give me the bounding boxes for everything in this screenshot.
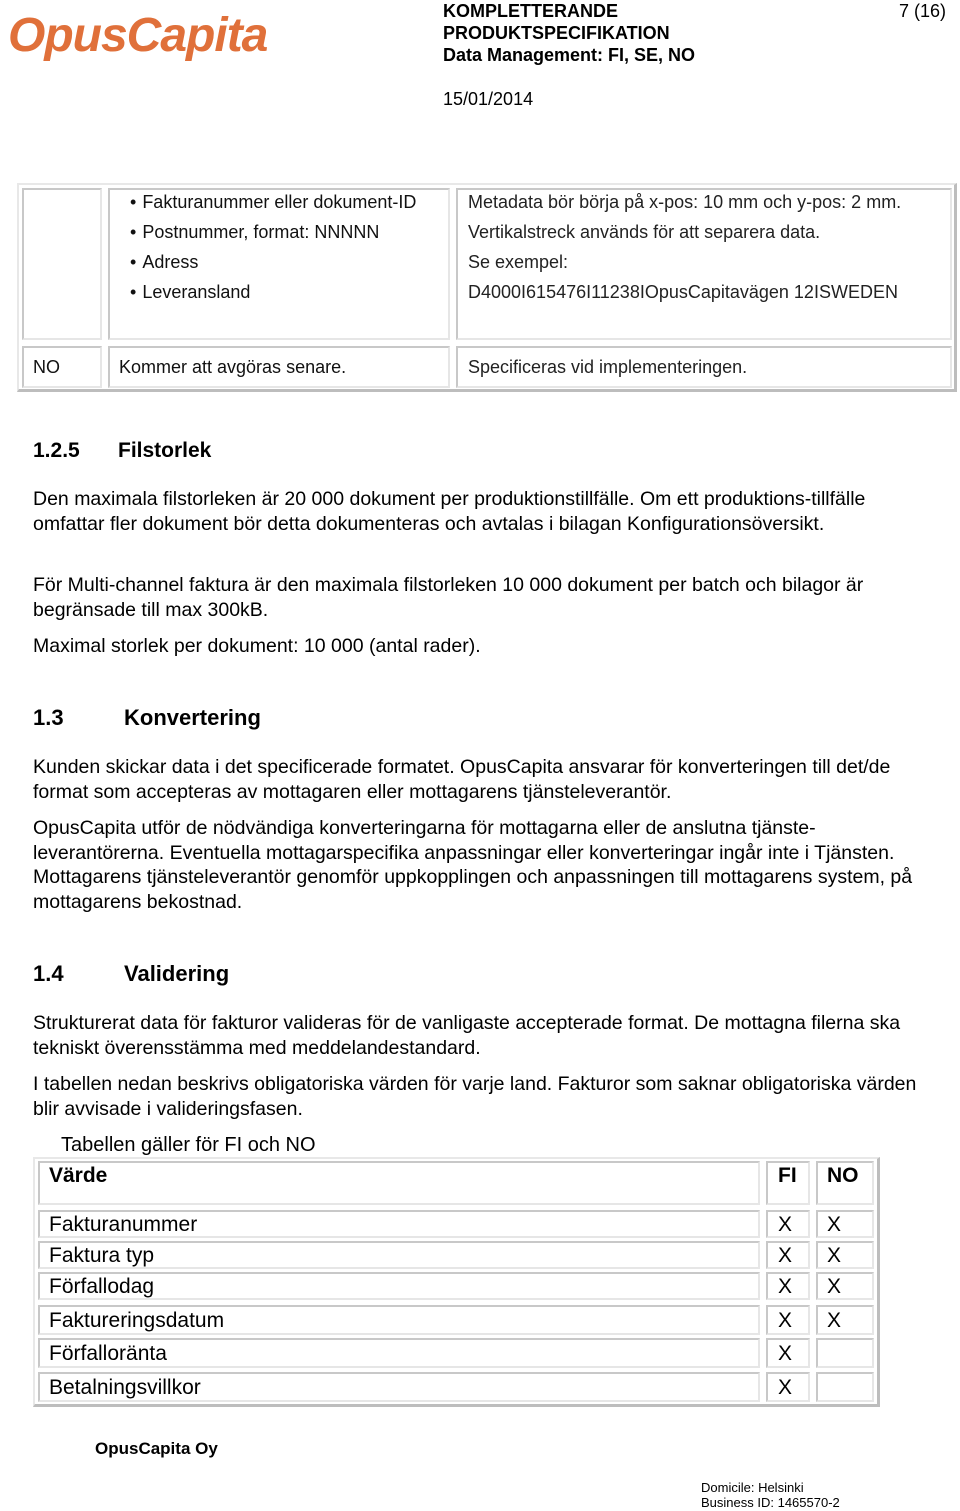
row-fi: X [778,1376,793,1399]
doc-title-line3: Data Management: FI, SE, NO [443,45,696,65]
list-item: • Adress [130,247,448,277]
row-fi: X [778,1309,793,1332]
value-cell [38,1241,760,1269]
paragraph: Strukturerat data för fakturor valideras för de vanligaste accepterade format. De mottagna filerna ska tekniskt överensstämma med meddelandestandard. [33,1012,901,1059]
no-spec-text: Specificeras vid implementeringen. [468,357,748,377]
paragraph: Maximal storlek per dokument: 10 000 (antal rader). [33,635,481,657]
column-header: NO [827,1164,859,1187]
fi-cell [766,1241,810,1269]
value-cell [38,1338,760,1368]
fi-cell [766,1338,810,1368]
value-cell [38,1372,760,1402]
fi-cell [766,1305,810,1335]
doc-date: 15/01/2014 [443,89,534,109]
value-cell [38,1272,760,1300]
section-heading-validering [33,961,229,987]
footer-company: OpusCapita Oy [95,1439,218,1458]
spec-table-description-cell [456,188,952,340]
company-logo: OpusCapita [8,9,268,62]
no-cell [816,1241,874,1269]
table-caption: Tabellen gäller för FI och NO [61,1134,316,1156]
footer-domicile: Domicile: Helsinki [701,1480,804,1495]
row-value: Förfallodag [49,1275,155,1298]
spec-table-bullets-cell [108,188,450,340]
row-fi: X [778,1275,793,1298]
row-value: Faktura typ [49,1244,155,1267]
row-fi: X [778,1244,793,1267]
section-number: 1.4 [33,961,64,986]
metadata-fields-list [110,187,448,307]
column-header: FI [778,1164,797,1187]
row-no: X [827,1309,842,1332]
no-cell [816,1305,874,1335]
no-spec-cell [456,346,952,388]
header-cell-fi [766,1161,810,1205]
row-value: Betalningsvillkor [49,1376,201,1399]
section-title: Konvertering [124,705,261,730]
fi-cell [766,1210,810,1238]
row-fi: X [778,1342,793,1365]
row-no: X [827,1213,842,1236]
country-cell [22,346,102,388]
row-no: X [827,1275,842,1298]
country-code: NO [33,357,60,377]
section-number: 1.3 [33,705,64,730]
list-item: • Postnummer, format: NNNNN [130,217,448,247]
spec-table-empty-cell [22,188,102,340]
value-cell [38,1210,760,1238]
fi-cell [766,1272,810,1300]
section-heading-konvertering [33,705,261,731]
list-item: • Leveransland [130,277,448,307]
column-header: Värde [49,1164,108,1187]
description-line: Vertikalstreck används för att separera data. [468,222,821,242]
no-cell [816,1338,874,1368]
description-line: Metadata bör börja på x-pos: 10 mm och y-pos: 2 mm. [468,192,902,212]
no-status-text: Kommer att avgöras senare. [119,357,347,377]
footer-business-id: Business ID: 1465570-2 [701,1495,840,1510]
row-fi: X [778,1213,793,1236]
row-no: X [827,1244,842,1267]
page-number: 7 (16) [898,1,946,21]
paragraph: För Multi-channel faktura är den maximala filstorleken 10 000 dokument per batch och bilagor är begränsade till max 300kB. [33,574,864,621]
no-cell [816,1372,874,1402]
description-line: D4000I615476I11238IOpusCapitavägen 12ISWEDEN [468,282,898,302]
no-cell [816,1210,874,1238]
doc-title-line2: PRODUKTSPECIFIKATION [443,23,670,43]
no-status-cell [108,346,450,388]
row-value: Förfalloränta [49,1342,167,1365]
fi-cell [766,1372,810,1402]
paragraph: I tabellen nedan beskrivs obligatoriska värden för varje land. Fakturor som saknar obligatoriska värden blir avvisade i valideringsfasen. [33,1073,917,1120]
paragraph: Den maximala filstorleken är 20 000 dokument per produktionstillfälle. Om ett produktions-tillfälle omfattar fler dokument bör detta dokumenteras och avtalas i bilagan Konfigurationsöversikt. [33,488,866,535]
value-cell [38,1305,760,1335]
row-value: Faktureringsdatum [49,1309,225,1332]
description-line: Se exempel: [468,252,569,272]
section-number: 1.2.5 [33,439,80,462]
header-cell-value [38,1161,760,1205]
paragraph: Kunden skickar data i det specificerade formatet. OpusCapita ansvarar för konverteringen till det/de format som accepteras av mottagaren eller mottagarens tjänsteleverantör. [33,756,891,803]
header-cell-no [816,1161,874,1205]
section-heading-filstorlek [33,439,211,463]
doc-title-line1: KOMPLETTERANDE [443,1,618,21]
row-value: Fakturanummer [49,1213,198,1236]
section-title: Filstorlek [118,439,212,462]
section-title: Validering [124,961,230,986]
list-item: • Fakturanummer eller dokument-ID [130,187,448,217]
paragraph: OpusCapita utför de nödvändiga konverteringarna för mottagarna eller de anslutna tjänste-leverantörerna. Eventuella mottagarspecifika anpassningar eller konverteringar ingår inte i Tjänsten. Mottagarens tjänsteleverantör genomför uppkopplingen och anpassningen till mottagarens system, på mottagarens bekostnad. [33,817,913,913]
no-cell [816,1272,874,1300]
